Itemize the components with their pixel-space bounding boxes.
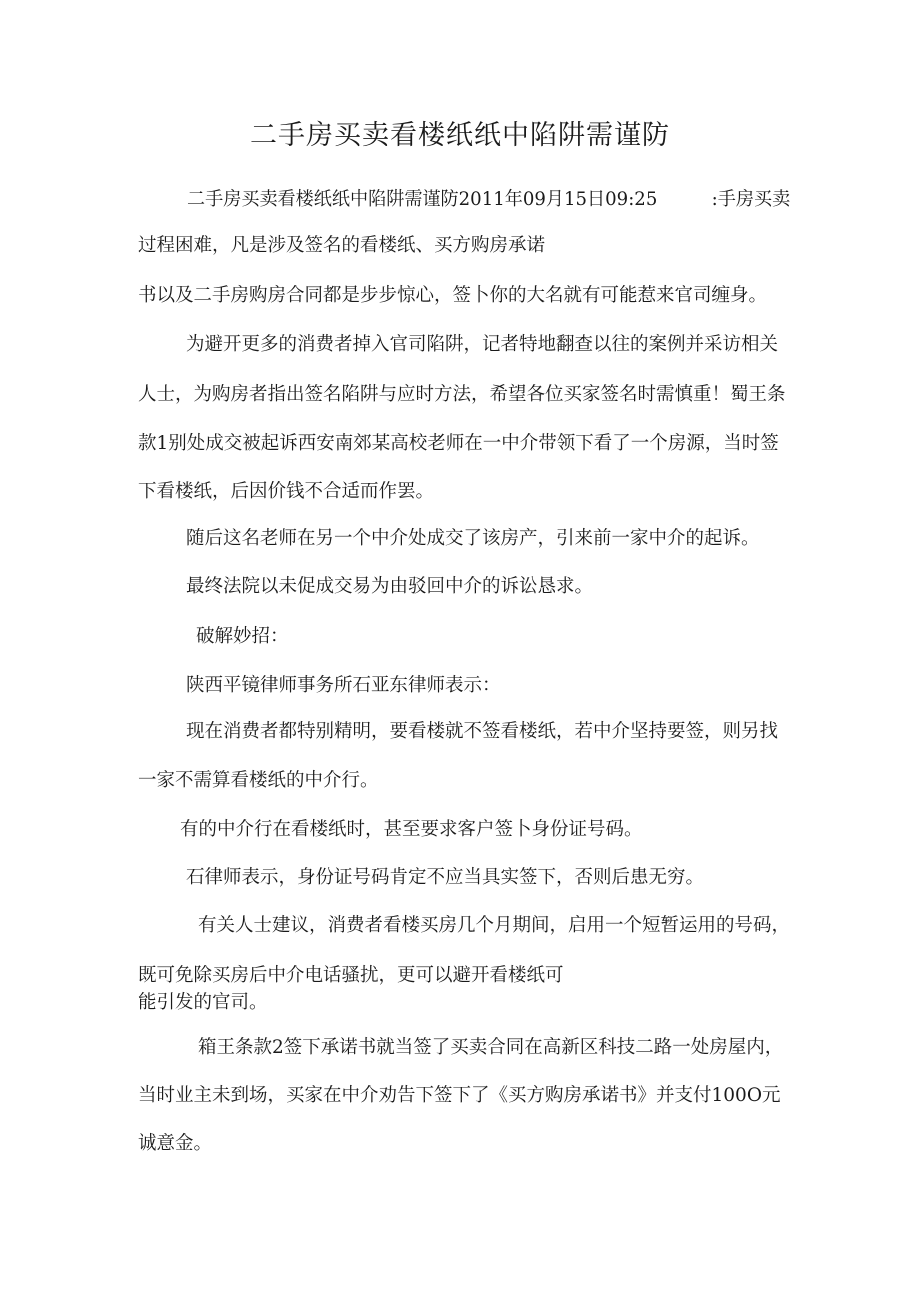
paragraph-line: 人士，为购房者指出签名陷阱与应时方法，希望各位买家签名时需慎重！蜀王条 bbox=[138, 384, 786, 405]
paragraph-line: 有关人士建议，消费者看楼买房几个月期间，启用一个短暂运用的号码， bbox=[198, 915, 791, 936]
paragraph-line: 随后这名老师在另一个中介处成交了该房产，引来前一家中介的起诉。 bbox=[186, 528, 760, 549]
paragraph-line: 能引发的官司。 bbox=[138, 992, 268, 1013]
paragraph-line: 最终法院以未促成交易为由驳回中介的诉讼恳求。 bbox=[186, 576, 594, 597]
paragraph-line: 下看楼纸，后因价钱不合适而作罢。 bbox=[138, 481, 435, 502]
paragraph-line: 当时业主未到场，买家在中介劝告下签下了《买方购房承诺书》并支付100O元 bbox=[138, 1085, 781, 1106]
paragraph-line: 一家不需算看楼纸的中介行。 bbox=[138, 770, 379, 791]
paragraph-line: 有的中介行在看楼纸时，甚至要求客户签卜身份证号码。 bbox=[180, 819, 643, 840]
paragraph-line: 书以及二手房购房合同都是步步惊心，签卜你的大名就有可能惹来官司缠身。 bbox=[138, 285, 768, 306]
paragraph-line: 石律师表示，身份证号码肯定不应当具实签下，否则后患无穷。 bbox=[186, 867, 705, 888]
paragraph-line: 箱王条款2签下承诺书就当签了买卖合同在高新区科技二路一处房屋内， bbox=[198, 1037, 784, 1058]
paragraph-line: 过程困难，凡是涉及签名的看楼纸、买方购房承诺 bbox=[138, 235, 546, 256]
paragraph-line: 二手房买卖看楼纸纸中陷阱需谨防2011年09月15日09:25 :手房买卖 bbox=[187, 189, 791, 210]
paragraph-line: 现在消费者都特别精明，要看楼就不签看楼纸，若中介坚持要签，则另找 bbox=[186, 721, 779, 742]
paragraph-line: 款1别处成交被起诉西安南郊某高校老师在一中介带领下看了一个房源，当时签 bbox=[138, 433, 779, 454]
paragraph-line: 为避开更多的消费者掉入官司陷阱，记者特地翻查以往的案例并采访相关 bbox=[186, 334, 779, 355]
paragraph-line: 诚意金。 bbox=[138, 1133, 213, 1154]
paragraph-line: 陕西平镜律师事务所石亚东律师表示： bbox=[186, 675, 501, 696]
page-title: 二手房买卖看楼纸纸中陷阱需谨防 bbox=[250, 120, 670, 151]
paragraph-line: 既可免除买房后中介电话骚扰，更可以避开看楼纸可 bbox=[138, 965, 564, 986]
paragraph-line: 破解妙招： bbox=[196, 626, 289, 647]
